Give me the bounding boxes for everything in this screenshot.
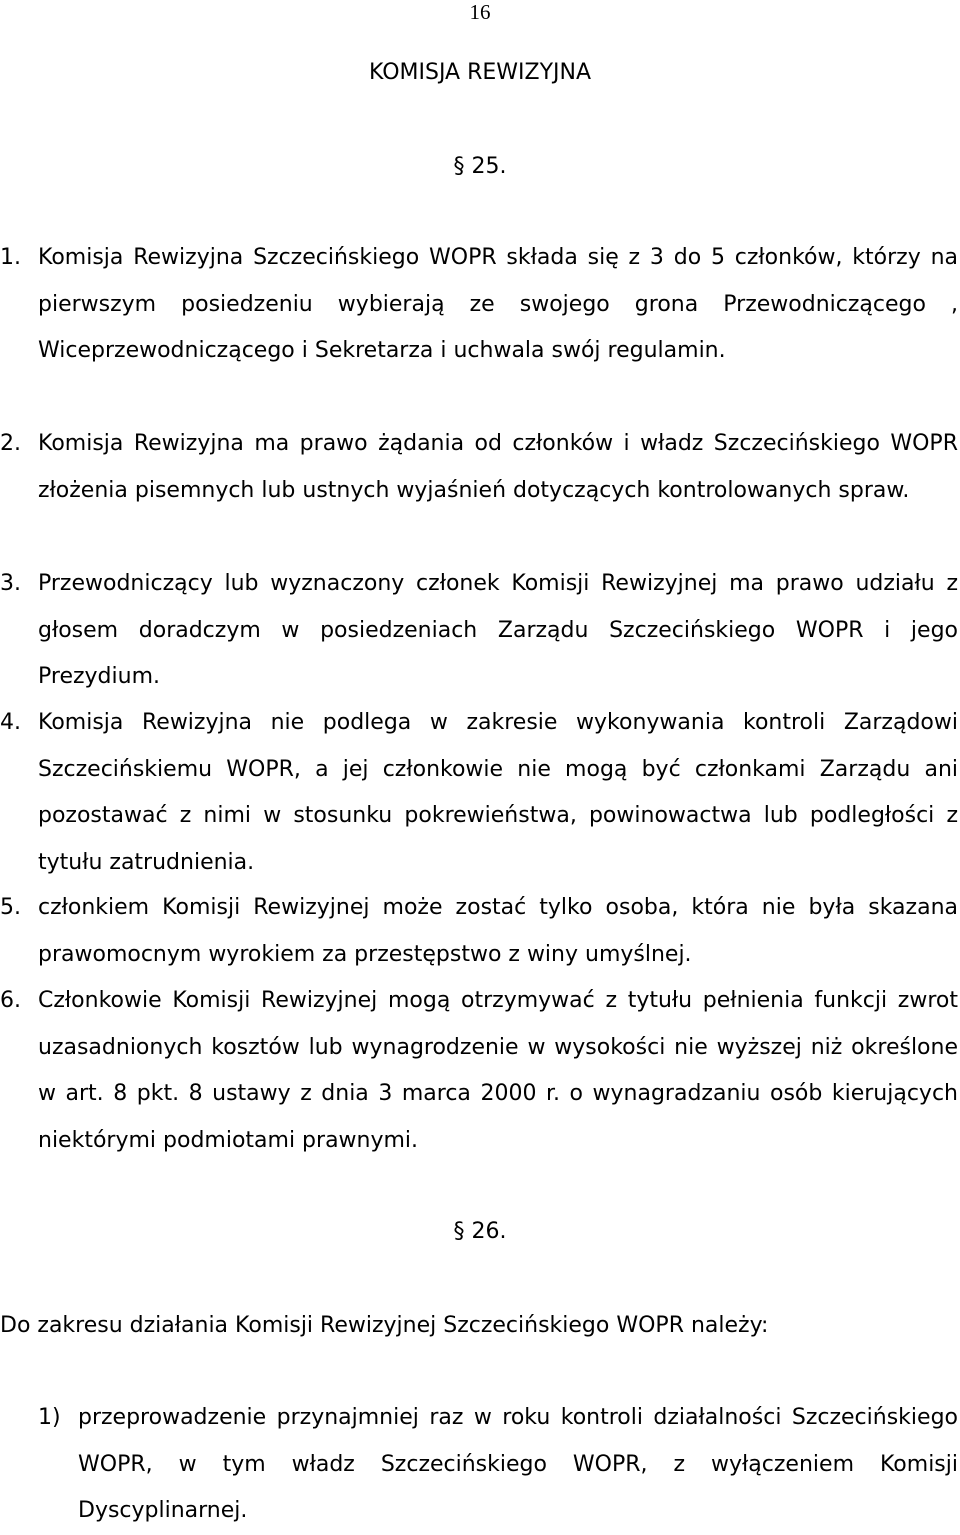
page-number: 16 [469, 0, 491, 24]
paragraph-text: Członkowie Komisji Rewizyjnej mogą otrzymywać z tytułu pełnienia funkcji zwrot uzasadnionych kosztów lub wynagrodzenie w wysokości nie wyższej niż określone w art. 8 pkt. 8 ustawy z dnia 3 marca 2000 r. o wynagradzaniu osób kierujących niektórymi podmiotami prawnymi. [38, 988, 958, 1153]
list-item-number: 1) [38, 1405, 61, 1430]
list-item-text: przeprowadzenie przynajmniej raz w roku kontroli działalności Szczecińskiego WOPR, w tym władz Szczecińskiego WOPR, z wyłączeniem Komisji Dyscyplinarnej. [78, 1405, 958, 1523]
section-heading-26: § 26. [453, 1219, 507, 1244]
document-title: KOMISJA REWIZYJNA [368, 60, 592, 85]
paragraph-text: Komisja Rewizyjna nie podlega w zakresie wykonywania kontroli Zarządowi Szczecińskiemu WOPR, a jej członkowie nie mogą być członkami Zarządu ani pozostawać z nimi w stosunku pokrewieństwa, powinowactwa lub podległości z tytułu zatrudnienia. [38, 710, 958, 875]
paragraph-1 [0, 235, 958, 375]
paragraph-2 [0, 421, 958, 514]
section-heading-25: § 25. [453, 154, 507, 179]
paragraph-5 [0, 885, 958, 978]
paragraph-3 [0, 561, 958, 701]
paragraph-text: Komisja Rewizyjna Szczecińskiego WOPR składa się z 3 do 5 członków, którzy na pierwszym posiedzeniu wybierają ze swojego grona Przewodniczącego , Wiceprzewodniczącego i Sekretarza i uchwala swój regulamin. [38, 245, 958, 363]
paragraph-6 [0, 978, 958, 1164]
section-intro: Do zakresu działania Komisji Rewizyjnej Szczecińskiego WOPR należy: [0, 1313, 769, 1338]
paragraph-number: 6. [0, 988, 21, 1013]
paragraph-number: 2. [0, 431, 21, 456]
paragraph-number: 4. [0, 710, 21, 735]
paragraph-text: członkiem Komisji Rewizyjnej może zostać tylko osoba, która nie była skazana prawomocnym wyrokiem za przestępstwo z winy umyślnej. [38, 895, 958, 967]
paragraph-number: 5. [0, 895, 21, 920]
paragraph-text: Komisja Rewizyjna ma prawo żądania od członków i władz Szczecińskiego WOPR złożenia pisemnych lub ustnych wyjaśnień dotyczących kontrolowanych spraw. [38, 431, 958, 503]
paragraph-4 [0, 700, 958, 886]
list-item-1 [38, 1395, 958, 1535]
paragraph-number: 1. [0, 245, 21, 270]
paragraph-text: Przewodniczący lub wyznaczony członek Komisji Rewizyjnej ma prawo udziału z głosem doradczym w posiedzeniach Zarządu Szczecińskiego WOPR i jego Prezydium. [38, 571, 958, 689]
paragraph-number: 3. [0, 571, 21, 596]
